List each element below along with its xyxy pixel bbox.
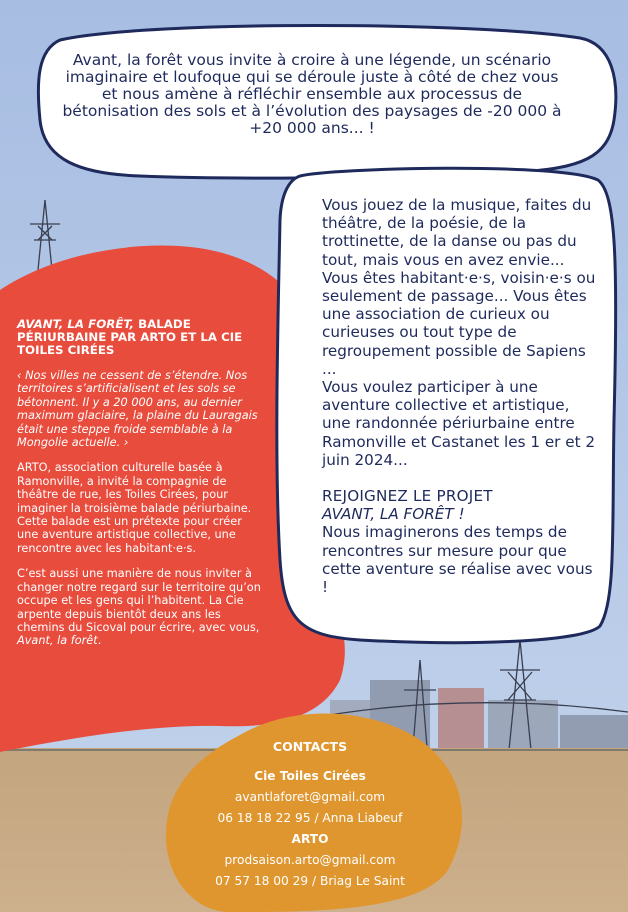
contact-org-2: ARTO <box>291 832 329 846</box>
right-paragraph-2: Vous êtes habitant·e·s, voisin·e·s ou seulement de passage... Vous êtes une association de curieux ou curieuses ou tout type de regroupement possible de Sapiens ... <box>322 268 596 378</box>
contact-phone-2[interactable]: 07 57 18 00 29 / Briag Le Saint <box>215 874 405 888</box>
left-paragraph-2-italic: Avant, la forêt <box>17 634 98 648</box>
left-panel-text <box>17 318 261 660</box>
contacts-section <box>170 736 450 892</box>
project-name: AVANT, LA FORÊT ! <box>322 505 465 524</box>
top-bubble-text: Avant, la forêt vous invite à croire à une légende, un scénario imaginaire et loufoque qui se déroule juste à côté de chez vous et nous amène à réfléchir ensemble aux processus de bétonisation des sols et à l’évolution des paysages de -20 000 à +20 000 ans... ! <box>62 51 562 137</box>
contact-email-2[interactable]: prodsaison.arto@gmail.com <box>224 853 396 867</box>
contact-email-1[interactable]: avantlaforet@gmail.com <box>234 790 386 804</box>
left-quote: ‹ Nos villes ne cessent de s’étendre. Nos territoires s’artificialisent et les sols se bétonnent. Il y a 20 000 ans, au dernier maximum glaciaire, la plaine du Lauragais était une steppe froide semblable à la Mongolie actuelle. › <box>17 369 258 450</box>
left-title <box>17 318 261 357</box>
left-paragraph-2 <box>17 567 261 647</box>
left-title-rest: BALADE PÉRIURBAINE PAR ARTO ET LA CIE TOILES CIRÉES <box>17 317 243 357</box>
contact-phone-1[interactable]: 06 18 18 22 95 / Anna Liabeuf <box>217 811 403 825</box>
right-paragraph-4: Nous imaginerons des temps de rencontres sur mesure pour que cette aventure se réalise avec vous ! <box>322 523 593 597</box>
left-paragraph-1: ARTO, association culturelle basée à Ramonville, a invité la compagnie de théâtre de rue, les Toiles Cirées, pour imaginer la troisième balade périurbaine. Cette balade est un prétexte pour créer une aventure artistique collective, une rencontre avec les habitant·e·s. <box>17 461 252 555</box>
right-paragraph-1: Vous jouez de la musique, faites du théâtre, de la poésie, de la trottinette, de la danse ou pas du tout, mais vous en avez envie... <box>322 196 592 269</box>
left-paragraph-2-end: . <box>97 634 102 648</box>
join-heading: REJOIGNEZ LE PROJET <box>322 487 493 506</box>
right-paragraph-3: Vous voulez participer à une aventure collective et artistique, une randonnée périurbaine entre Ramonville et Castanet les 1 er et 2 juin 2024... <box>322 378 596 469</box>
contact-org-1: Cie Toiles Cirées <box>254 769 366 783</box>
contacts-heading: CONTACTS <box>272 739 348 754</box>
right-bubble-text <box>322 196 602 596</box>
left-title-italic: AVANT, LA FORÊT, <box>17 317 135 331</box>
left-paragraph-2-main: C’est aussi une manière de nous inviter à changer notre regard sur le territoire qu’on occupe et les gens qui l’habitent. La Cie arpente depuis bientôt deux ans les chemins du Sicoval pour écrire, avec vous, <box>17 567 261 634</box>
